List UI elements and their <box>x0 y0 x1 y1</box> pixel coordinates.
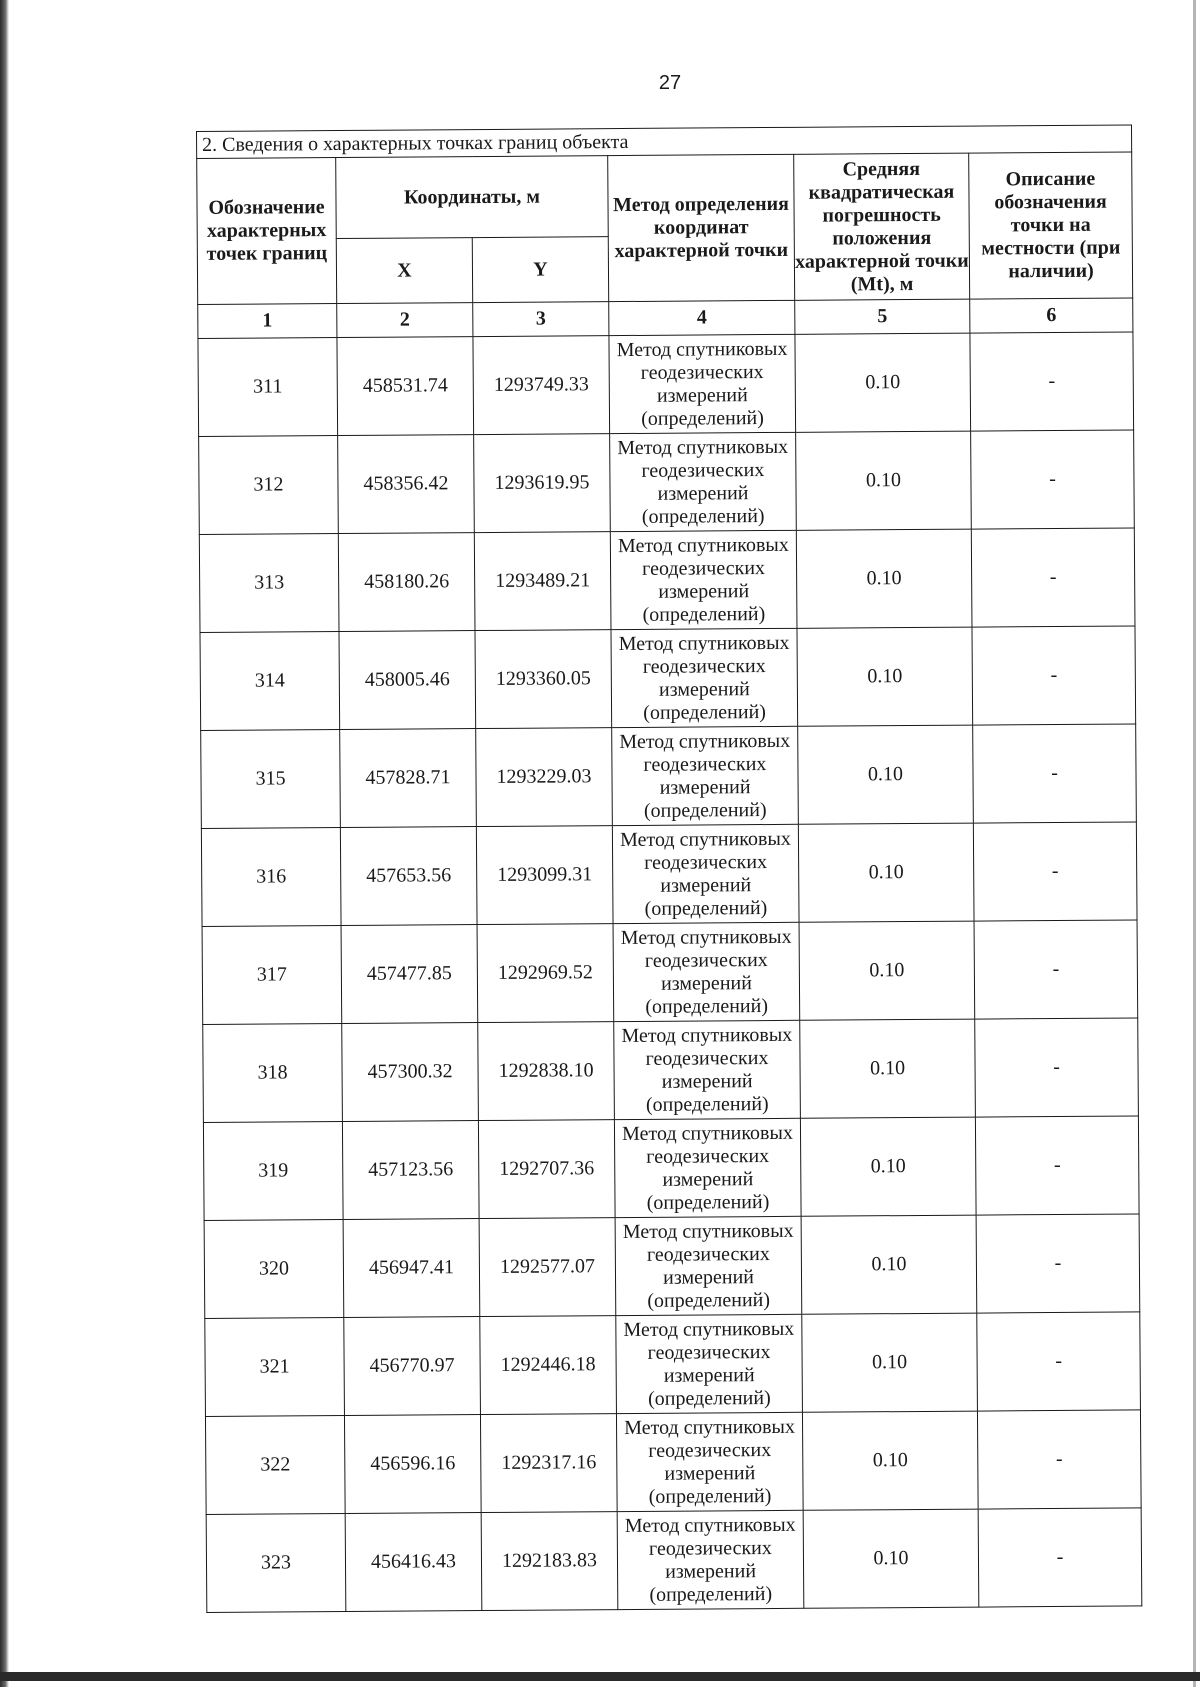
table-row <box>205 1410 1141 1515</box>
table-row <box>202 920 1138 1025</box>
y-cell: 1293619.95 <box>474 434 611 533</box>
method-cell: Метод спутниковых геодезических измерений (определений) <box>616 1412 803 1511</box>
error-cell: 0.10 <box>802 1313 978 1412</box>
x-cell: 457300.32 <box>342 1023 479 1122</box>
method-cell: Метод спутниковых геодезических измерений (определений) <box>614 1020 801 1119</box>
x-cell: 457477.85 <box>341 925 478 1024</box>
point-cell: 323 <box>206 1513 346 1612</box>
header-error: Средняя квадратическая погрешность положения характерной точки (Mt), м <box>794 153 970 300</box>
y-cell: 1292969.52 <box>477 924 614 1023</box>
column-number: 4 <box>609 300 795 335</box>
table-row <box>198 332 1134 437</box>
x-cell: 456770.97 <box>344 1317 481 1416</box>
point-cell: 313 <box>199 534 339 633</box>
x-cell: 458180.26 <box>338 533 475 632</box>
header-coords: Координаты, м <box>336 156 609 239</box>
error-cell: 0.10 <box>798 725 974 824</box>
point-cell: 319 <box>203 1122 343 1221</box>
scan-edge-right <box>1193 0 1196 1687</box>
point-cell: 314 <box>200 632 340 731</box>
table-row <box>203 1018 1139 1123</box>
page-number: 27 <box>658 72 682 94</box>
method-cell: Метод спутниковых геодезических измерений (определений) <box>611 628 798 727</box>
x-cell: 456416.43 <box>345 1513 482 1612</box>
point-cell: 318 <box>203 1024 343 1123</box>
method-cell: Метод спутниковых геодезических измерений (определений) <box>613 922 800 1021</box>
column-number: 1 <box>198 304 337 339</box>
x-cell: 458531.74 <box>337 337 474 436</box>
point-cell: 317 <box>202 926 342 1025</box>
y-cell: 1293749.33 <box>473 336 610 435</box>
method-cell: Метод спутниковых геодезических измерений (определений) <box>610 530 797 629</box>
column-number: 3 <box>473 302 609 337</box>
description-cell: - <box>977 1410 1141 1509</box>
error-cell: 0.10 <box>796 431 972 530</box>
description-cell: - <box>970 332 1134 431</box>
table-row <box>205 1312 1141 1417</box>
point-cell: 316 <box>201 828 341 927</box>
error-cell: 0.10 <box>797 627 973 726</box>
boundary-points-table <box>196 124 1142 1612</box>
error-cell: 0.10 <box>796 529 972 628</box>
x-cell: 456947.41 <box>343 1219 480 1318</box>
description-cell: - <box>971 528 1135 627</box>
header-description: Описание обозначения точки на местности (при наличии) <box>969 152 1133 299</box>
header-method: Метод определения координат характерной точки <box>608 154 795 301</box>
point-cell: 322 <box>205 1415 345 1514</box>
x-cell: 458356.42 <box>338 435 475 534</box>
error-cell: 0.10 <box>803 1509 979 1608</box>
method-cell: Метод спутниковых геодезических измерений (определений) <box>617 1510 804 1609</box>
y-cell: 1293099.31 <box>476 826 613 925</box>
point-cell: 321 <box>205 1317 345 1416</box>
description-cell: - <box>973 822 1137 921</box>
table-row <box>204 1214 1140 1319</box>
scan-edge-bottom <box>0 1672 1200 1681</box>
method-cell: Метод спутниковых геодезических измерений (определений) <box>610 432 797 531</box>
table-row <box>203 1116 1139 1221</box>
method-cell: Метод спутниковых геодезических измерений (определений) <box>615 1216 802 1315</box>
table-caption: 2. Сведения о характерных точках границ объекта <box>197 125 1132 159</box>
x-cell: 457123.56 <box>342 1121 479 1220</box>
error-cell: 0.10 <box>800 1019 976 1118</box>
error-cell: 0.10 <box>801 1215 977 1314</box>
y-cell: 1292838.10 <box>478 1022 615 1121</box>
header-x: X <box>336 238 472 304</box>
table-row <box>201 724 1137 829</box>
description-cell: - <box>976 1214 1140 1313</box>
error-cell: 0.10 <box>802 1411 978 1510</box>
method-cell: Метод спутниковых геодезических измерений (определений) <box>612 824 799 923</box>
column-number: 5 <box>795 299 970 334</box>
description-cell: - <box>971 430 1135 529</box>
header-y: Y <box>472 237 608 303</box>
method-cell: Метод спутниковых геодезических измерений (определений) <box>612 726 799 825</box>
point-cell: 312 <box>199 436 339 535</box>
method-cell: Метод спутниковых геодезических измерений (определений) <box>614 1118 801 1217</box>
y-cell: 1293360.05 <box>475 630 612 729</box>
header-point: Обозначение характерных точек границ <box>197 158 337 305</box>
column-number: 2 <box>337 303 473 338</box>
point-cell: 315 <box>201 730 341 829</box>
table-row <box>201 822 1137 927</box>
table-row <box>199 528 1135 633</box>
y-cell: 1292183.83 <box>481 1512 618 1611</box>
y-cell: 1292577.07 <box>479 1218 616 1317</box>
description-cell: - <box>975 1018 1139 1117</box>
column-number: 6 <box>970 298 1133 333</box>
x-cell: 456596.16 <box>344 1415 481 1514</box>
y-cell: 1293229.03 <box>476 728 613 827</box>
description-cell: - <box>972 626 1136 725</box>
method-cell: Метод спутниковых геодезических измерений (определений) <box>616 1314 803 1413</box>
table-row <box>206 1508 1142 1613</box>
y-cell: 1292446.18 <box>480 1316 617 1415</box>
x-cell: 457828.71 <box>340 729 477 828</box>
description-cell: - <box>977 1312 1141 1411</box>
description-cell: - <box>975 1116 1139 1215</box>
point-cell: 311 <box>198 338 338 437</box>
table-row <box>200 626 1136 731</box>
y-cell: 1293489.21 <box>474 532 611 631</box>
method-cell: Метод спутниковых геодезических измерений (определений) <box>609 334 796 433</box>
point-cell: 320 <box>204 1219 344 1318</box>
description-cell: - <box>973 724 1137 823</box>
description-cell: - <box>974 920 1138 1019</box>
error-cell: 0.10 <box>799 921 975 1020</box>
description-cell: - <box>978 1508 1142 1607</box>
x-cell: 457653.56 <box>340 827 477 926</box>
error-cell: 0.10 <box>798 823 974 922</box>
y-cell: 1292317.16 <box>480 1414 617 1513</box>
error-cell: 0.10 <box>800 1117 976 1216</box>
error-cell: 0.10 <box>795 333 971 432</box>
x-cell: 458005.46 <box>339 631 476 730</box>
scan-edge-left <box>0 0 9 1687</box>
y-cell: 1292707.36 <box>478 1120 615 1219</box>
table-row <box>199 430 1135 535</box>
